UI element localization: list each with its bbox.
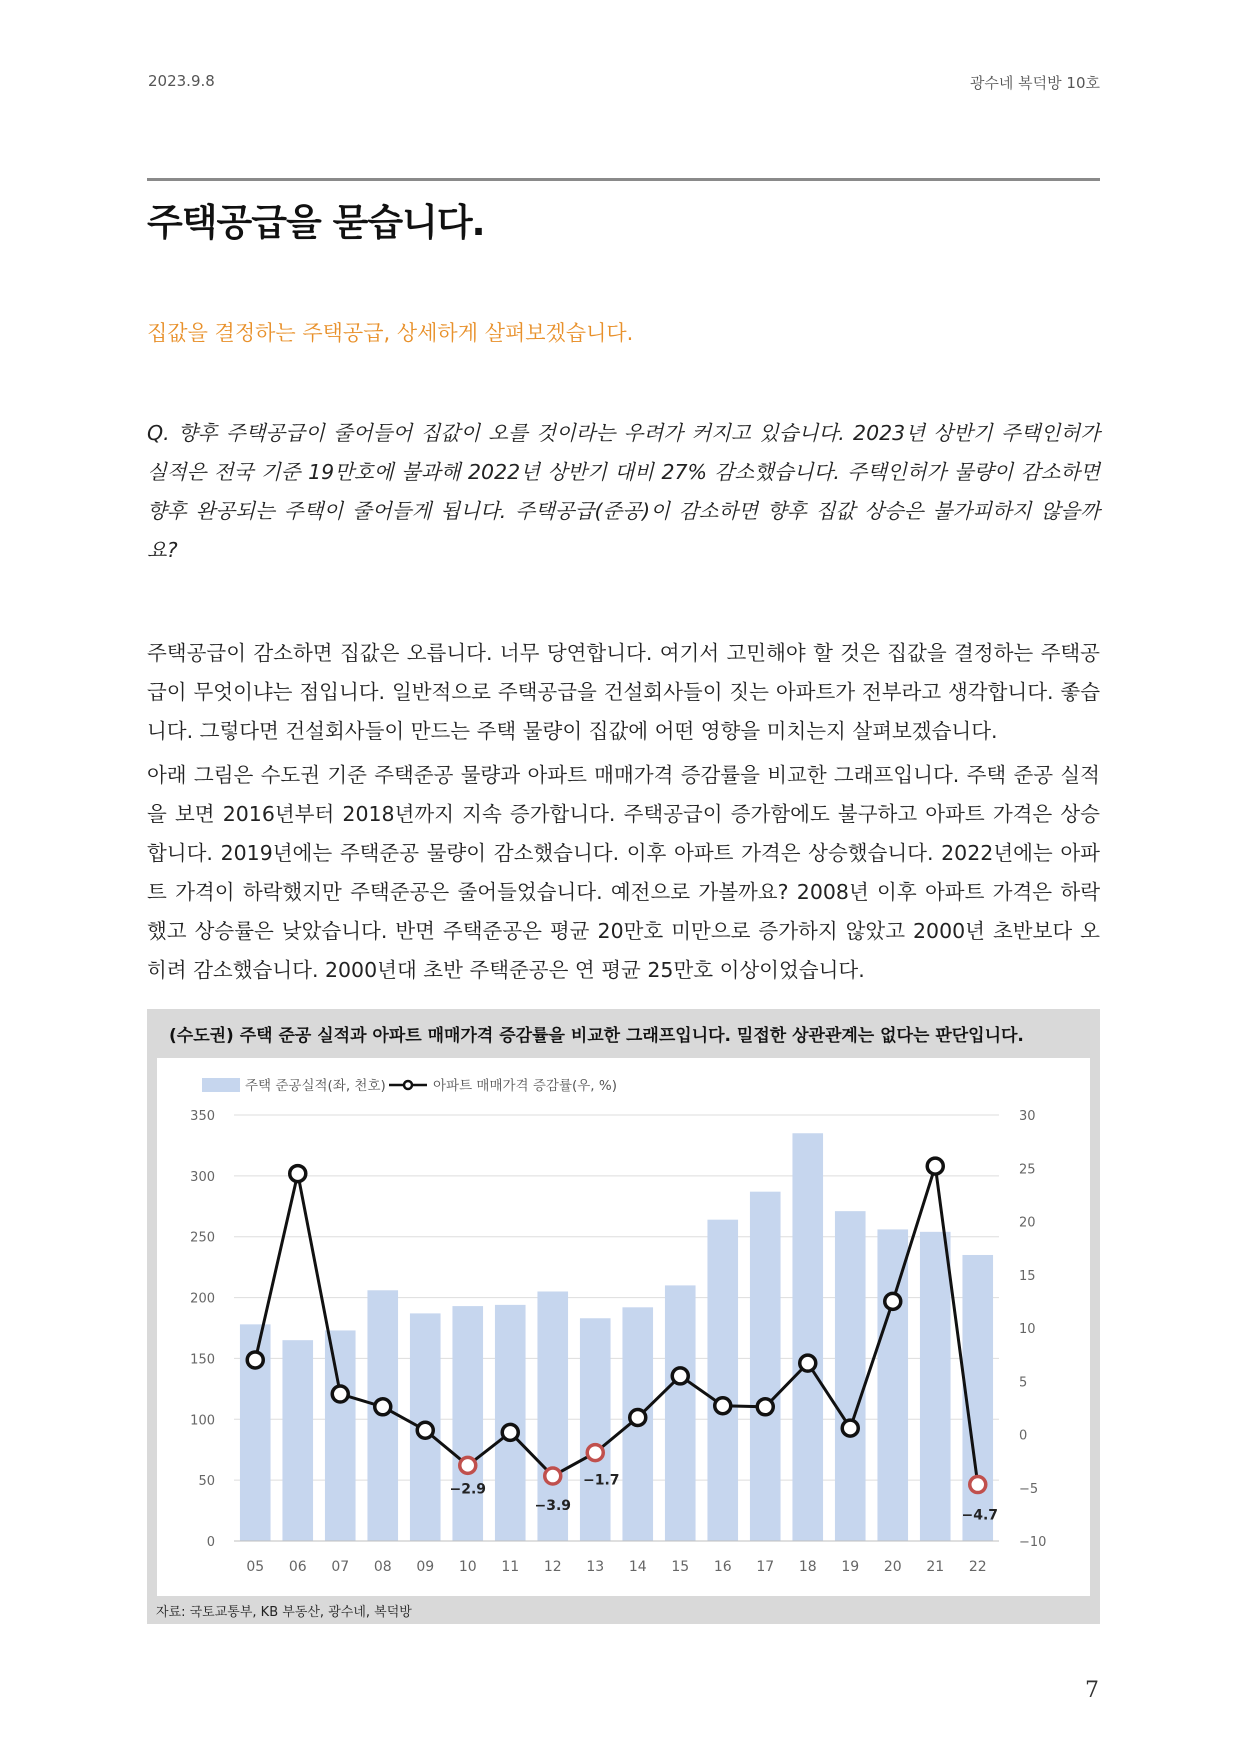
- data-label: −1.7: [582, 1472, 620, 1489]
- page-number: 7: [1085, 1678, 1099, 1703]
- bar-housing-completion: [580, 1318, 611, 1541]
- x-axis-tick-label: 17: [756, 1559, 775, 1575]
- header-date: 2023.9.8: [148, 72, 215, 90]
- figure-caption: (수도권) 주택 준공 실적과 아파트 매매가격 증감률을 비교한 그래프입니다. 밀접한 상관관계는 없다는 판단입니다.: [169, 1026, 1024, 1046]
- line-marker: [970, 1477, 986, 1493]
- x-axis-tick-label: 07: [331, 1559, 350, 1575]
- left-axis-tick-label: 100: [190, 1413, 215, 1429]
- line-marker: [545, 1468, 561, 1484]
- legend-line-marker: [404, 1081, 412, 1089]
- right-axis-tick-label: 5: [1019, 1375, 1028, 1391]
- left-axis-tick-label: 50: [198, 1474, 215, 1490]
- line-marker: [715, 1398, 731, 1414]
- line-marker: [502, 1424, 518, 1440]
- x-axis-tick-label: 13: [586, 1559, 605, 1575]
- x-axis-tick-label: 21: [926, 1559, 945, 1575]
- line-marker: [290, 1166, 306, 1182]
- x-axis-tick-label: 06: [288, 1559, 307, 1575]
- right-axis-tick-label: 30: [1019, 1109, 1036, 1124]
- bar-housing-completion: [920, 1232, 951, 1541]
- x-axis-tick-label: 19: [841, 1559, 860, 1575]
- data-label: −2.9: [449, 1481, 487, 1498]
- line-marker: [927, 1158, 943, 1174]
- x-axis-tick-label: 11: [501, 1559, 520, 1575]
- left-axis-tick-label: 300: [190, 1169, 215, 1185]
- left-axis-tick-label: 200: [190, 1291, 215, 1307]
- x-axis-tick-label: 09: [416, 1559, 435, 1575]
- line-marker: [375, 1399, 391, 1415]
- bar-housing-completion: [665, 1285, 696, 1541]
- x-axis-tick-label: 05: [246, 1559, 265, 1575]
- x-axis-tick-label: 22: [968, 1559, 987, 1575]
- right-axis-tick-label: 0: [1019, 1428, 1028, 1444]
- page-subtitle: 집값을 결정하는 주택공급, 상세하게 살펴보겠습니다.: [147, 321, 634, 345]
- right-axis-tick-label: 10: [1019, 1322, 1036, 1337]
- bar-housing-completion: [835, 1211, 866, 1541]
- page-title: 주택공급을 묻습니다.: [147, 201, 485, 244]
- x-axis-tick-label: 15: [671, 1559, 690, 1575]
- data-label: −4.7: [961, 1507, 999, 1524]
- x-axis-tick-label: 08: [373, 1559, 392, 1575]
- right-axis-tick-label: −10: [1019, 1535, 1047, 1550]
- x-axis-tick-label: 14: [628, 1559, 647, 1575]
- bar-housing-completion: [877, 1229, 908, 1541]
- left-axis-tick-label: 0: [206, 1535, 215, 1550]
- legend-line-label: 아파트 매매가격 증감률(우, %): [433, 1078, 617, 1094]
- right-axis-tick-label: 20: [1019, 1215, 1036, 1231]
- right-axis-tick-label: −5: [1019, 1481, 1039, 1497]
- bar-housing-completion: [282, 1340, 313, 1541]
- header-publication: 광수네 복덕방 10호: [969, 74, 1100, 92]
- x-axis-tick-label: 16: [713, 1559, 732, 1575]
- body-paragraph-2: 아래 그림은 수도권 기준 주택준공 물량과 아파트 매매가격 증감률을 비교한 그래프입니다. 주택 준공 실적을 보면 2016년부터 2018년까지 지속 증가합니다. 주택공급이 증가함에도 불구하고 아파트 가격은 상승합니다. 2019년에는 주택준공 물량이 감소했습니다. 이후 아파트 가격은 상승했습니다. 2022년에는 아파트 가격이 하락했지만 주택준공은 줄어들었습니다. 예전으로 가볼까요? 2008년 이후 아파트 가격은 하락했고 상승률은 낮았습니다. 반면 주택준공은 평균 20만호 미만으로 증가하지 않았고 2000년 초반보다 오히려 감소했습니다. 2000년대 초반 주택준공은 연 평균 25만호 이상이었습니다.: [147, 763, 1100, 982]
- line-apartment-price-change: [255, 1166, 978, 1485]
- line-marker: [332, 1386, 348, 1402]
- right-axis-tick-label: 25: [1019, 1162, 1036, 1178]
- line-marker: [417, 1422, 433, 1438]
- line-marker: [247, 1352, 263, 1368]
- bar-housing-completion: [707, 1220, 738, 1541]
- title-divider: [147, 178, 1100, 181]
- chart-container: [157, 1058, 1090, 1596]
- line-marker: [800, 1355, 816, 1371]
- left-axis-tick-label: 250: [190, 1230, 215, 1246]
- bar-housing-completion: [792, 1133, 823, 1541]
- bar-housing-completion: [325, 1330, 356, 1541]
- x-axis-tick-label: 20: [883, 1559, 902, 1575]
- left-axis-tick-label: 150: [190, 1352, 215, 1368]
- line-marker: [757, 1399, 773, 1415]
- x-axis-tick-label: 10: [458, 1559, 477, 1575]
- x-axis-tick-label: 18: [798, 1559, 817, 1575]
- bar-housing-completion: [452, 1306, 483, 1541]
- legend-bar-label: 주택 준공실적(좌, 천호): [245, 1078, 386, 1094]
- line-marker: [460, 1457, 476, 1473]
- line-marker: [842, 1420, 858, 1436]
- figure-source: 자료: 국토교통부, KB 부동산, 광수네, 복덕방: [156, 1605, 412, 1620]
- x-axis-tick-label: 12: [543, 1559, 562, 1575]
- body-paragraph-1: 주택공급이 감소하면 집값은 오릅니다. 너무 당연합니다. 여기서 고민해야 할 것은 집값을 결정하는 주택공급이 무엇이냐는 점입니다. 일반적으로 주택공급을 건설회사들이 짓는 아파트가 전부라고 생각합니다. 좋습니다. 그렇다면 건설회사들이 만드는 주택 물량이 집값에 어떤 영향을 미치는지 살펴보겠습니다.: [147, 641, 1100, 743]
- line-marker: [885, 1293, 901, 1309]
- data-label: −3.9: [534, 1498, 572, 1515]
- left-axis-tick-label: 350: [190, 1109, 215, 1124]
- line-marker: [672, 1368, 688, 1384]
- figure: [147, 1009, 1100, 1624]
- line-marker: [630, 1409, 646, 1425]
- right-axis-tick-label: 15: [1019, 1268, 1036, 1284]
- question-text: Q. 향후 주택공급이 줄어들어 집값이 오를 것이라는 우려가 커지고 있습니다. 2023년 상반기 주택인허가 실적은 전국 기준 19만호에 불과해 2022년 상반기 대비 27% 감소했습니다. 주택인허가 물량이 감소하면 향후 완공되는 주택이 줄어들게 됩니다. 주택공급(준공)이 감소하면 향후 집값 상승은 불가피하지 않을까요?: [147, 421, 1100, 562]
- line-marker: [587, 1445, 603, 1461]
- bar-housing-completion: [750, 1192, 781, 1541]
- combo-chart: [157, 1058, 1090, 1596]
- legend-bar-swatch: [202, 1078, 240, 1092]
